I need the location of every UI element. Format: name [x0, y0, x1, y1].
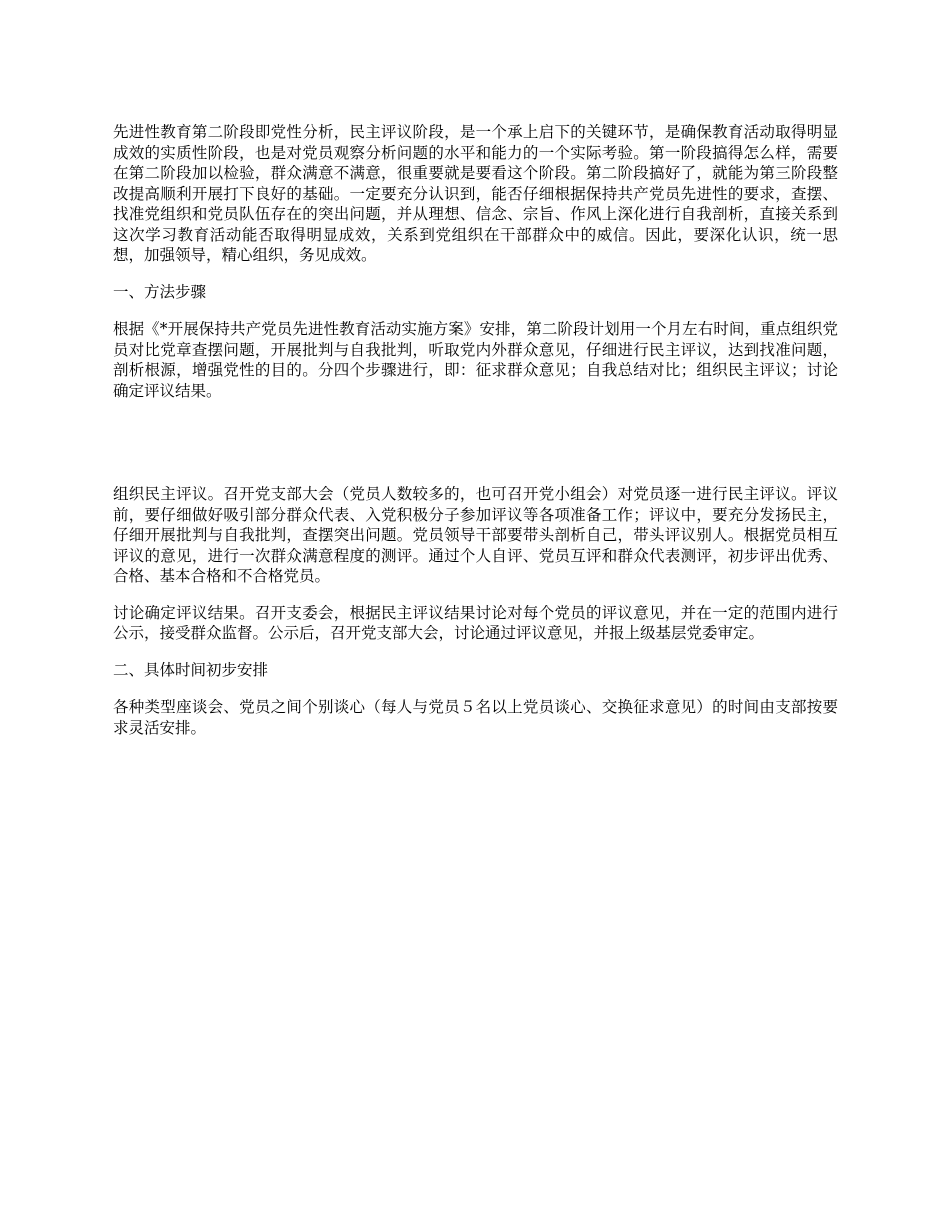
organize-review-paragraph: 组织民主评议。召开党支部大会（党员人数较多的，也可召开党小组会）对党员逐一进行民主评议。评议前，要仔细做好吸引部分群众代表、入党积极分子参加评议等各项准备工作；评议中，要充分发扬民主，仔细开展批判与自我批判，查摆突出问题。党员领导干部要带头剖析自己，带头评议别人。根据党员相互评议的意见，进行一次群众满意程度的测评。通过个人自评、党员互评和群众代表测评，初步评出优秀、合格、基本合格和不合格党员。 — [113, 485, 838, 585]
document-body — [113, 122, 838, 738]
blank-gap — [113, 401, 838, 484]
section-heading-schedule: 二、具体时间初步安排 — [113, 660, 269, 679]
section-heading-method: 一、方法步骤 — [113, 282, 207, 301]
intro-paragraph: 先进性教育第二阶段即党性分析，民主评议阶段，是一个承上启下的关键环节，是确保教育活动取得明显成效的实质性阶段，也是对党员观察分析问题的水平和能力的一个实际考验。第一阶段搞得怎么样，需要在第二阶段加以检验，群众满意不满意，很重要就是要看这个阶段。第二阶段搞好了，就能为第三阶段整改提高顺利开展打下良好的基础。一定要充分认识到，能否仔细根据保持共产党员先进性的要求，查摆、找准党组织和党员队伍存在的突出问题，并从理想、信念、宗旨、作风上深化进行自我剖析，直接关系到这次学习教育活动能否取得明显成效，关系到党组织在干部群众中的威信。因此，要深化认识，统一思想，加强领导，精心组织，务见成效。 — [113, 123, 838, 264]
schedule-paragraph: 各种类型座谈会、党员之间个别谈心（每人与党员５名以上党员谈心、交换征求意见）的时间由支部按要求灵活安排。 — [113, 698, 838, 737]
discuss-result-paragraph: 讨论确定评议结果。召开支委会，根据民主评议结果讨论对每个党员的评议意见，并在一定的范围内进行公示，接受群众监督。公示后，召开党支部大会，讨论通过评议意见，并报上级基层党委审定。 — [113, 603, 838, 642]
method-paragraph: 根据《*开展保持共产党员先进性教育活动实施方案》安排，第二阶段计划用一个月左右时间，重点组织党员对比党章查摆问题，开展批判与自我批判，听取党内外群众意见，仔细进行民主评议，达到找准问题，剖析根源，增强党性的目的。分四个步骤进行，即：征求群众意见；自我总结对比；组织民主评议；讨论确定评议结果。 — [113, 320, 838, 400]
